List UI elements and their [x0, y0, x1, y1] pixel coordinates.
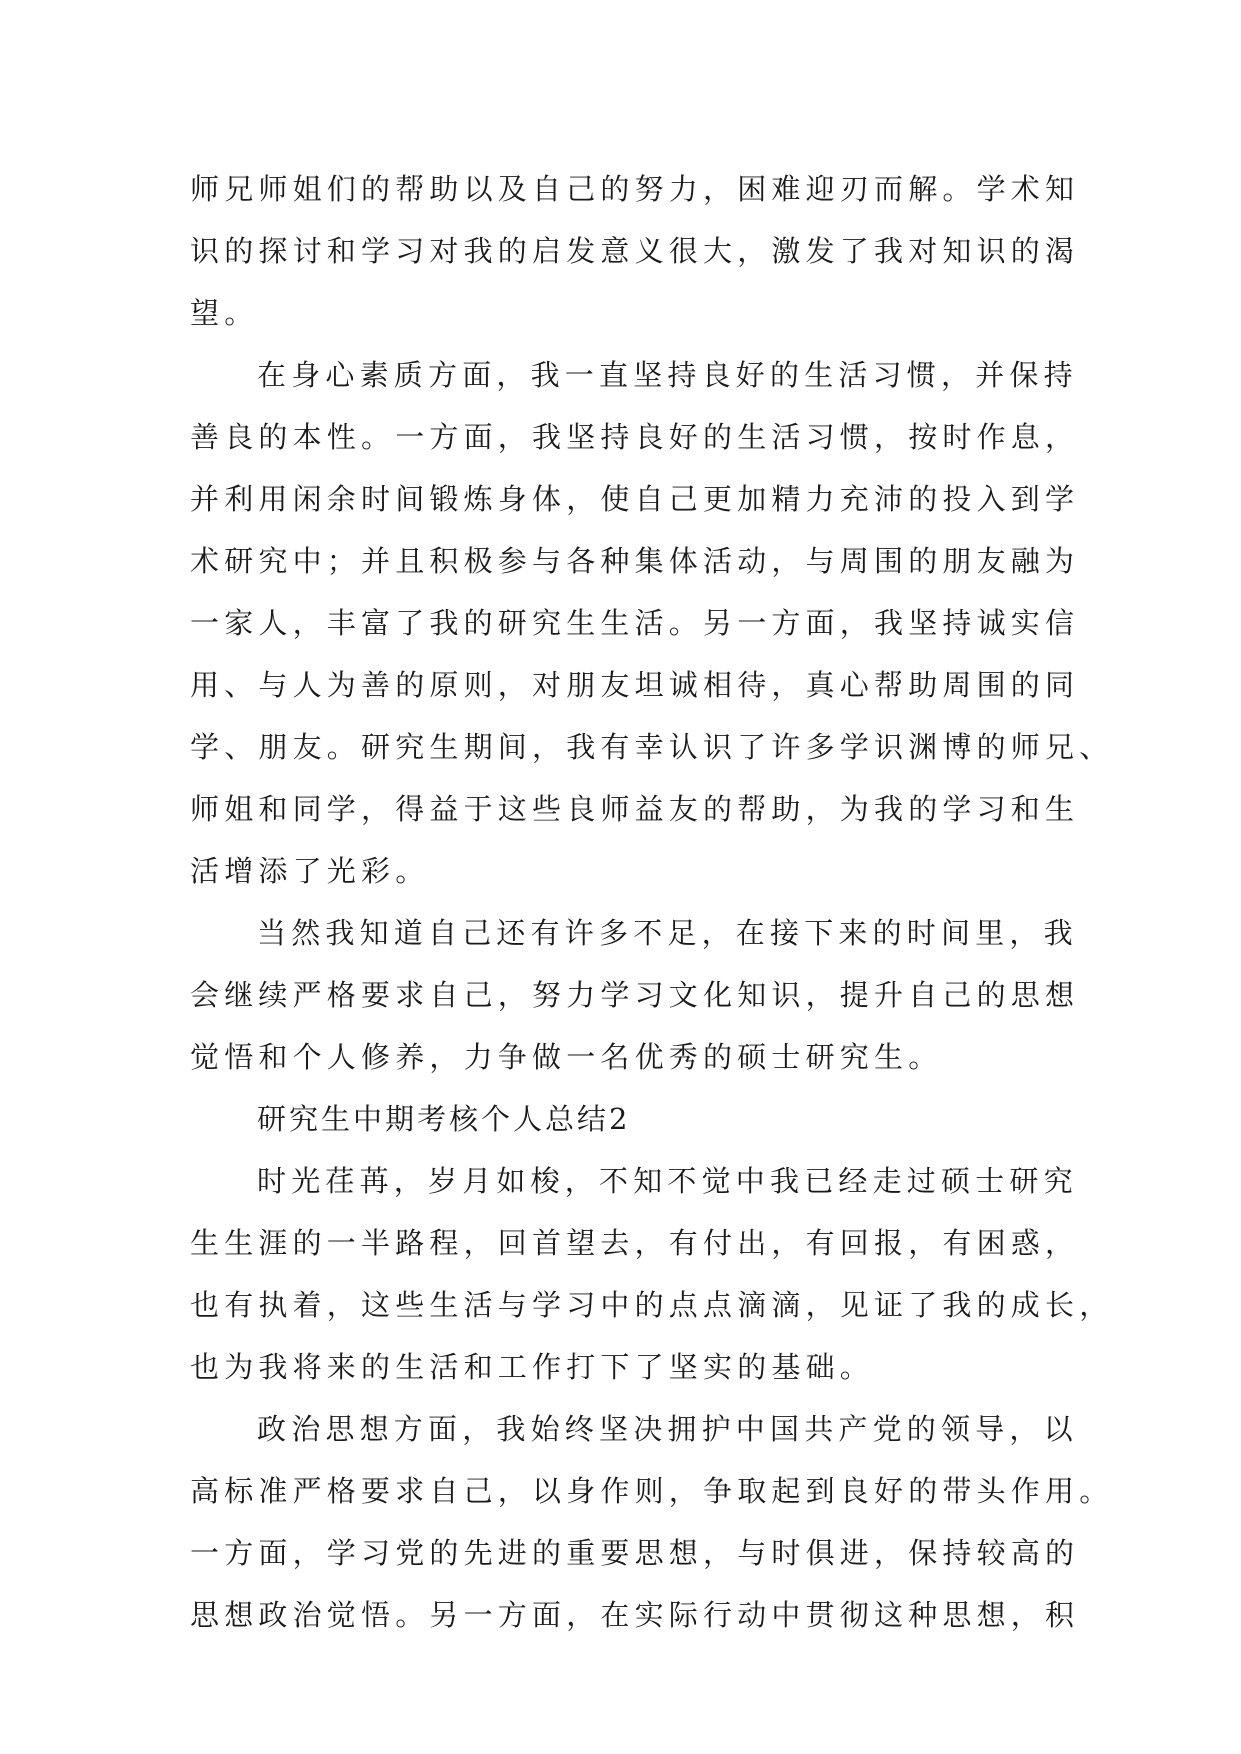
text-line: 学、朋友。研究生期间，我有幸认识了许多学识渊博的师兄、: [190, 730, 1114, 764]
text-line: 思想政治觉悟。另一方面，在实际行动中贯彻这种思想，积: [190, 1598, 1080, 1632]
text-line: 一家人，丰富了我的研究生生活。另一方面，我坚持诚实信: [190, 606, 1080, 640]
text-line: 活增添了光彩。: [190, 854, 430, 888]
text-line: 识的探讨和学习对我的启发意义很大，激发了我对知识的渴: [190, 234, 1080, 268]
text-line: 师兄师姐们的帮助以及自己的努力，困难迎刃而解。学术知: [190, 172, 1080, 206]
text-line: 会继续严格要求自己，努力学习文化知识，提升自己的思想: [190, 978, 1080, 1012]
paragraph-start-line: 当然我知道自己还有许多不足，在接下来的时间里，我: [257, 916, 1078, 950]
text-line: 望。: [190, 296, 259, 330]
text-line: 生生涯的一半路程，回首望去，有付出，有回报，有困惑，: [190, 1226, 1080, 1260]
section-heading: 研究生中期考核个人总结2: [257, 1102, 631, 1136]
document-body: [190, 158, 1114, 1646]
paragraph-start-line: 在身心素质方面，我一直坚持良好的生活习惯，并保持: [257, 358, 1078, 392]
text-line: 也有执着，这些生活与学习中的点点滴滴，见证了我的成长，: [190, 1288, 1114, 1322]
text-line: 高标准严格要求自己，以身作则，争取起到良好的带头作用。: [190, 1474, 1114, 1508]
text-line: 术研究中；并且积极参与各种集体活动，与周围的朋友融为: [190, 544, 1080, 578]
paragraph-start-line: 时光荏苒，岁月如梭，不知不觉中我已经走过硕士研究: [257, 1164, 1078, 1198]
paragraph-start-line: 政治思想方面，我始终坚决拥护中国共产党的领导，以: [257, 1412, 1078, 1446]
text-line: 并利用闲余时间锻炼身体，使自己更加精力充沛的投入到学: [190, 482, 1080, 516]
text-line: 一方面，学习党的先进的重要思想，与时俱进，保持较高的: [190, 1536, 1080, 1570]
text-line: 用、与人为善的原则，对朋友坦诚相待，真心帮助周围的同: [190, 668, 1080, 702]
text-line: 师姐和同学，得益于这些良师益友的帮助，为我的学习和生: [190, 792, 1080, 826]
text-line: 觉悟和个人修养，力争做一名优秀的硕士研究生。: [190, 1040, 943, 1074]
text-line: 善良的本性。一方面，我坚持良好的生活习惯，按时作息，: [190, 420, 1080, 454]
text-line: 也为我将来的生活和工作打下了坚实的基础。: [190, 1350, 875, 1384]
